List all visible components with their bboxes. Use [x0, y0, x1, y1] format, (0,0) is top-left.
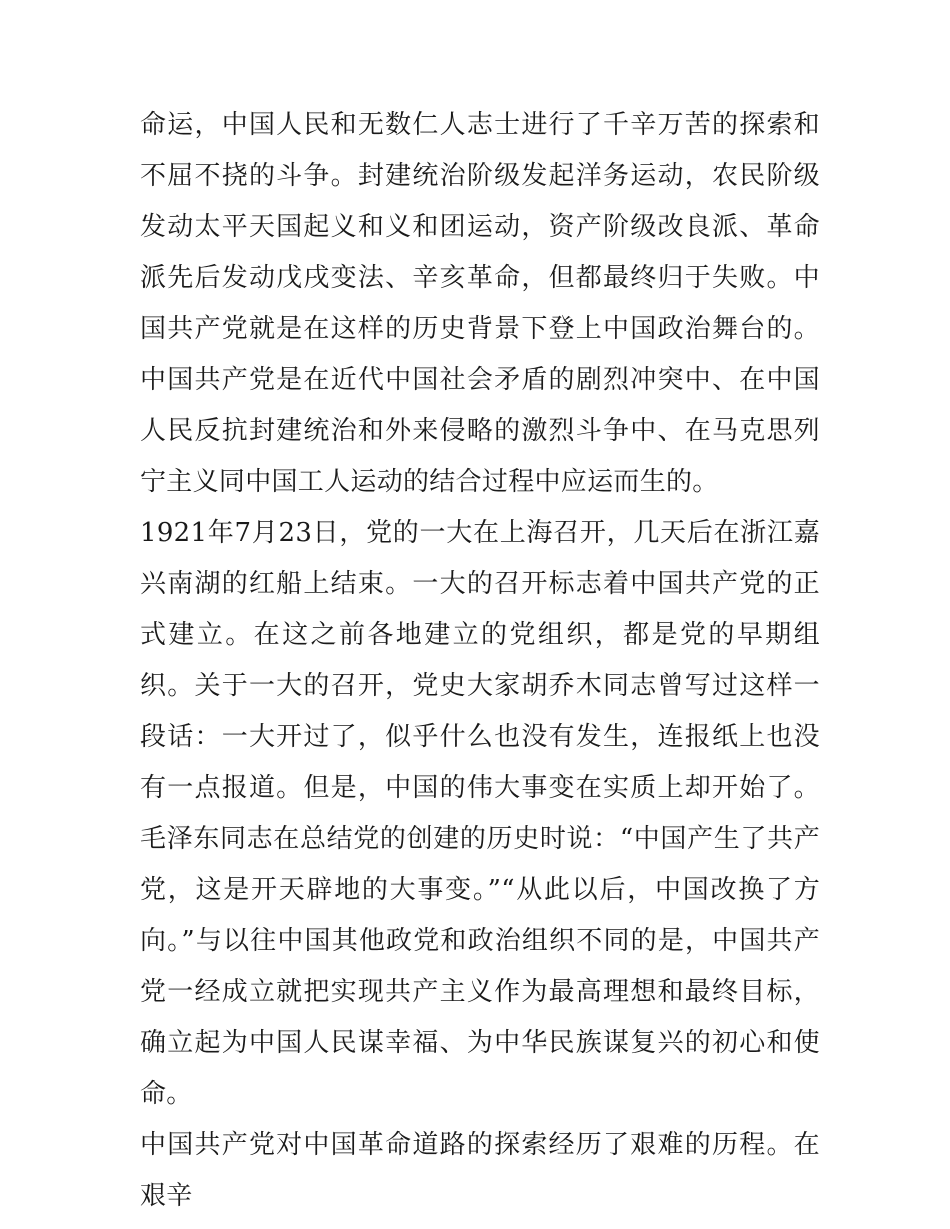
- paragraph-3: 中国共产党对中国革命道路的探索经历了艰难的历程。在艰辛: [140, 1130, 820, 1211]
- paragraph-2: 1921年7月23日，党的一大在上海召开，几天后在浙江嘉兴南湖的红船上结束。一大的召开标志着中国共产党的正式建立。在这之前各地建立的党组织，都是党的早期组织。关于一大的召开，党史大家胡乔木同志曾写过这样一段话：一大开过了，似乎什么也没有发生，连报纸上也没有一点报道。但是，中国的伟大事变在实质上却开始了。毛泽东同志在总结党的创建的历史时说：“中国产生了共产党，这是开天辟地的大事变。”“从此以后，中国改换了方向。”与以往中国其他政党和政治组织不同的是，中国共产党一经成立就把实现共产主义作为最高理想和最终目标，确立起为中国人民谋幸福、为中华民族谋复兴的初心和使命。: [140, 518, 820, 1109]
- document-body: [140, 100, 820, 1222]
- paragraph-1: 命运，中国人民和无数仁人志士进行了千辛万苦的探索和不屈不挠的斗争。封建统治阶级发起洋务运动，农民阶级发动太平天国起义和义和团运动，资产阶级改良派、革命派先后发动戊戌变法、辛亥革命，但都最终归于失败。中国共产党就是在这样的历史背景下登上中国政治舞台的。中国共产党是在近代中国社会矛盾的剧烈冲突中、在中国人民反抗封建统治和外来侵略的激烈斗争中、在马克思列宁主义同中国工人运动的结合过程中应运而生的。: [140, 110, 820, 497]
